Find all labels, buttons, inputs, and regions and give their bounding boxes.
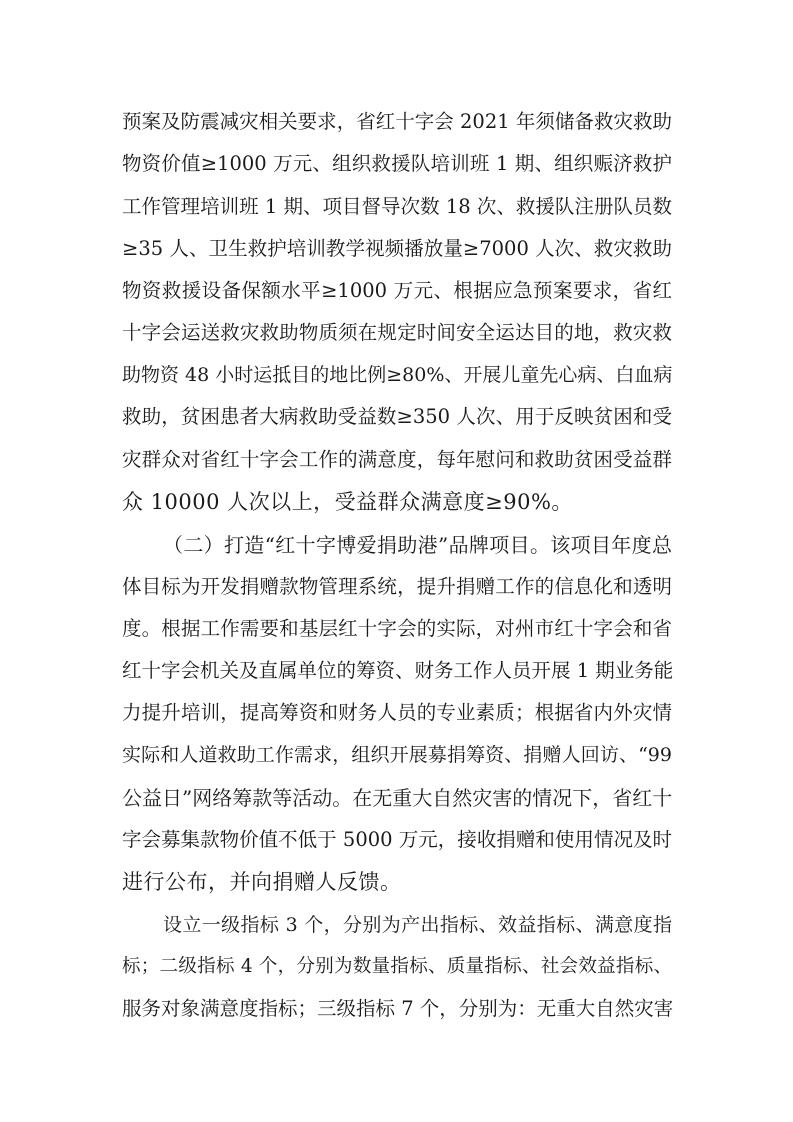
paragraph-line: 灾群众对省红十字会工作的满意度，每年慰问和救助贫困受益群 (122, 448, 672, 471)
paragraph-line: 设立一级指标 3 个，分别为产出指标、效益指标、满意度指 (163, 914, 672, 936)
paragraph-line: （二）打造“红十字博爱捐助港”品牌项目。该项目年度总 (163, 533, 672, 557)
paragraph-line: 工作管理培训班 1 期、项目督导次数 18 次、救援队注册队员数 (122, 195, 672, 218)
paragraph-line: 十字会运送救灾救助物质须在规定时间安全运达目的地，救灾救 (122, 321, 672, 344)
paragraph-line: 字会募集款物价值不低于 5000 万元，接收捐赠和使用情况及时 (122, 828, 672, 851)
paragraph-line: 实际和人道救助工作需求，组织开展募捐筹资、捐赠人回访、“99 (122, 744, 672, 766)
paragraph-line: 力提升培训，提高筹资和财务人员的专业素质；根据省内外灾情 (122, 701, 672, 724)
paragraph-line: 红十字会机关及直属单位的筹资、财务工作人员开展 1 期业务能 (122, 659, 674, 682)
paragraph-line: 物资价值≥1000 万元、组织救援队培训班 1 期、组织赈济救护 (122, 152, 672, 175)
paragraph-line: 服务对象满意度指标；三级指标 7 个，分别为：无重大自然灾害 (122, 997, 674, 1020)
paragraph-line: 公益日”网络筹款等活动。在无重大自然灾害的情况下，省红十 (122, 786, 673, 810)
paragraph-line: 救助，贫困患者大病救助受益数≥350 人次、用于反映贫困和受 (122, 405, 672, 428)
paragraph-line: 助物资 48 小时运抵目的地比例≥80%、开展儿童先心病、白血病 (122, 364, 673, 386)
paragraph-line: 体目标为开发捐赠款物管理系统，提升捐赠工作的信息化和透明 (122, 575, 672, 598)
paragraph-line: 众 10000 人次以上，受益群众满意度≥90%。 (122, 490, 573, 514)
paragraph-line: 进行公布，并向捐赠人反馈。 (122, 870, 402, 894)
paragraph-line: 预案及防震减灾相关要求，省红十字会 2021 年须储备救灾救助 (122, 110, 672, 133)
paragraph-line: 物资救援设备保额水平≥1000 万元、根据应急预案要求，省红 (122, 279, 672, 302)
paragraph-line: 标；二级指标 4 个，分别为数量指标、质量指标、社会效益指标、 (122, 956, 672, 977)
paragraph-line: ≥35 人、卫生救护培训教学视频播放量≥7000 人次、救灾救助 (122, 237, 672, 260)
paragraph-line: 度。根据工作需要和基层红十字会的实际，对州市红十字会和省 (122, 617, 672, 640)
